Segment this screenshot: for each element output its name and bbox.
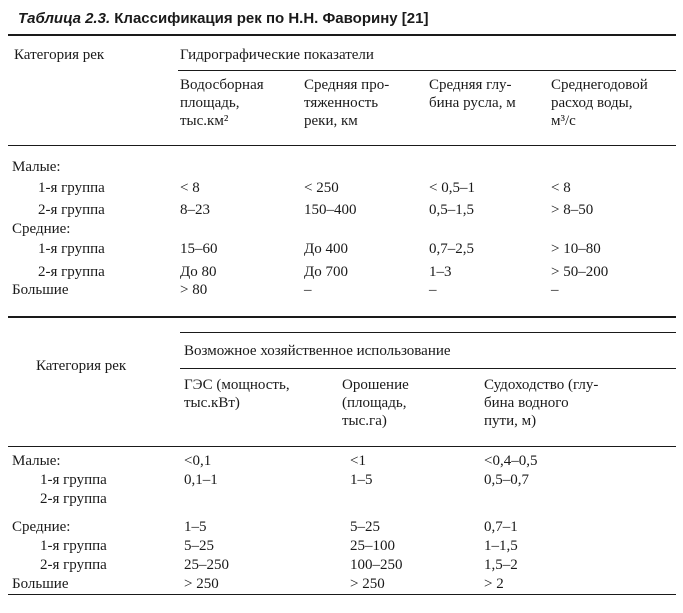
table-cell: 0,7–2,5: [429, 241, 474, 257]
row-label: Средние:: [12, 220, 71, 237]
table1-header-rule: [8, 145, 676, 146]
table-cell: <0,1: [184, 453, 212, 469]
table-cell: 25–100: [350, 537, 395, 554]
table-cell: > 10–80: [551, 241, 601, 257]
table1-col-header: Средняя глу- бина русла, м: [429, 77, 516, 111]
row-label: Малые:: [12, 159, 61, 175]
table-cell: 0,7–1: [484, 518, 518, 535]
row-label: Малые:: [12, 453, 61, 469]
table-cell: > 50–200: [551, 263, 609, 280]
row-label: Большие: [12, 282, 69, 298]
row-label: 2-я группа: [40, 491, 107, 508]
table1-col-header: Среднегодовой расход воды, м³/с: [551, 77, 648, 129]
table-cell: > 2: [484, 576, 504, 593]
table-cell: 1–5: [350, 472, 373, 489]
table-cell: > 250: [184, 576, 219, 593]
table-cell: 5–25: [184, 537, 214, 554]
row-label: 1-я группа: [38, 241, 105, 257]
table1-top-rule: [8, 34, 676, 36]
row-label: 2-я группа: [40, 557, 107, 573]
caption-label: Таблица 2.3.: [18, 10, 111, 27]
table-cell: 1–1,5: [484, 537, 518, 554]
row-label: Средние:: [12, 518, 71, 535]
row-label: 1-я группа: [40, 472, 107, 489]
table-cell: < 0,5–1: [429, 179, 475, 196]
table2-group-header: Возможное хозяйственное использование: [184, 343, 451, 359]
table-cell: <1: [350, 453, 366, 469]
table1-col-header: Водосборная площадь, тыс.км²: [180, 77, 264, 129]
table-cell: 25–250: [184, 557, 229, 573]
table-cell: –: [304, 282, 312, 298]
table1-bottom-rule: [8, 316, 676, 318]
table-cell: 15–60: [180, 241, 218, 257]
table2-header-rule: [8, 446, 676, 447]
caption-text: Классификация рек по Н.Н. Фаворину [21]: [110, 10, 429, 27]
table2-col-header: Судоходство (глу- бина водного пути, м): [484, 377, 599, 429]
table-caption: [18, 10, 428, 28]
table2-top-rule: [180, 332, 676, 333]
table-cell: 1–3: [429, 263, 452, 280]
table-cell: 1,5–2: [484, 557, 518, 573]
table2-category-header: Категория рек: [36, 358, 127, 374]
row-label: 2-я группа: [38, 202, 105, 218]
table-cell: До 700: [304, 263, 348, 280]
table-cell: 0,5–1,5: [429, 202, 474, 218]
table-cell: < 250: [304, 179, 339, 196]
table-cell: > 80: [180, 282, 208, 298]
table-cell: 100–250: [350, 557, 403, 573]
row-label: 1-я группа: [38, 179, 105, 196]
table-cell: 1–5: [184, 518, 207, 535]
table-cell: –: [551, 282, 559, 298]
table-cell: До 80: [180, 263, 217, 280]
table-cell: 8–23: [180, 202, 210, 218]
table-cell: < 8: [551, 179, 571, 196]
table-cell: < 8: [180, 179, 200, 196]
table-cell: > 8–50: [551, 202, 594, 218]
row-label: Большие: [12, 576, 69, 593]
table-cell: 5–25: [350, 518, 380, 535]
table2-col-header: ГЭС (мощность, тыс.кВт): [184, 377, 290, 411]
table-cell: > 250: [350, 576, 385, 593]
table-cell: 150–400: [304, 202, 357, 218]
table1-col-header: Средняя про- тяженность реки, км: [304, 77, 390, 129]
table2-group-rule: [180, 368, 676, 369]
table2-col-header: Орошение (площадь, тыс.га): [342, 377, 409, 429]
row-label: 1-я группа: [40, 537, 107, 554]
table-cell: –: [429, 282, 437, 298]
table-cell: <0,4–0,5: [484, 453, 538, 469]
row-label: 2-я группа: [38, 263, 105, 280]
table-cell: 0,5–0,7: [484, 472, 529, 489]
table-cell: 0,1–1: [184, 472, 218, 489]
table-cell: До 400: [304, 241, 348, 257]
table1-group-header: Гидрографические показатели: [180, 47, 374, 63]
table2-bottom-rule: [8, 594, 676, 595]
table1-category-header: Категория рек: [14, 47, 105, 63]
table1-group-rule: [178, 70, 676, 71]
